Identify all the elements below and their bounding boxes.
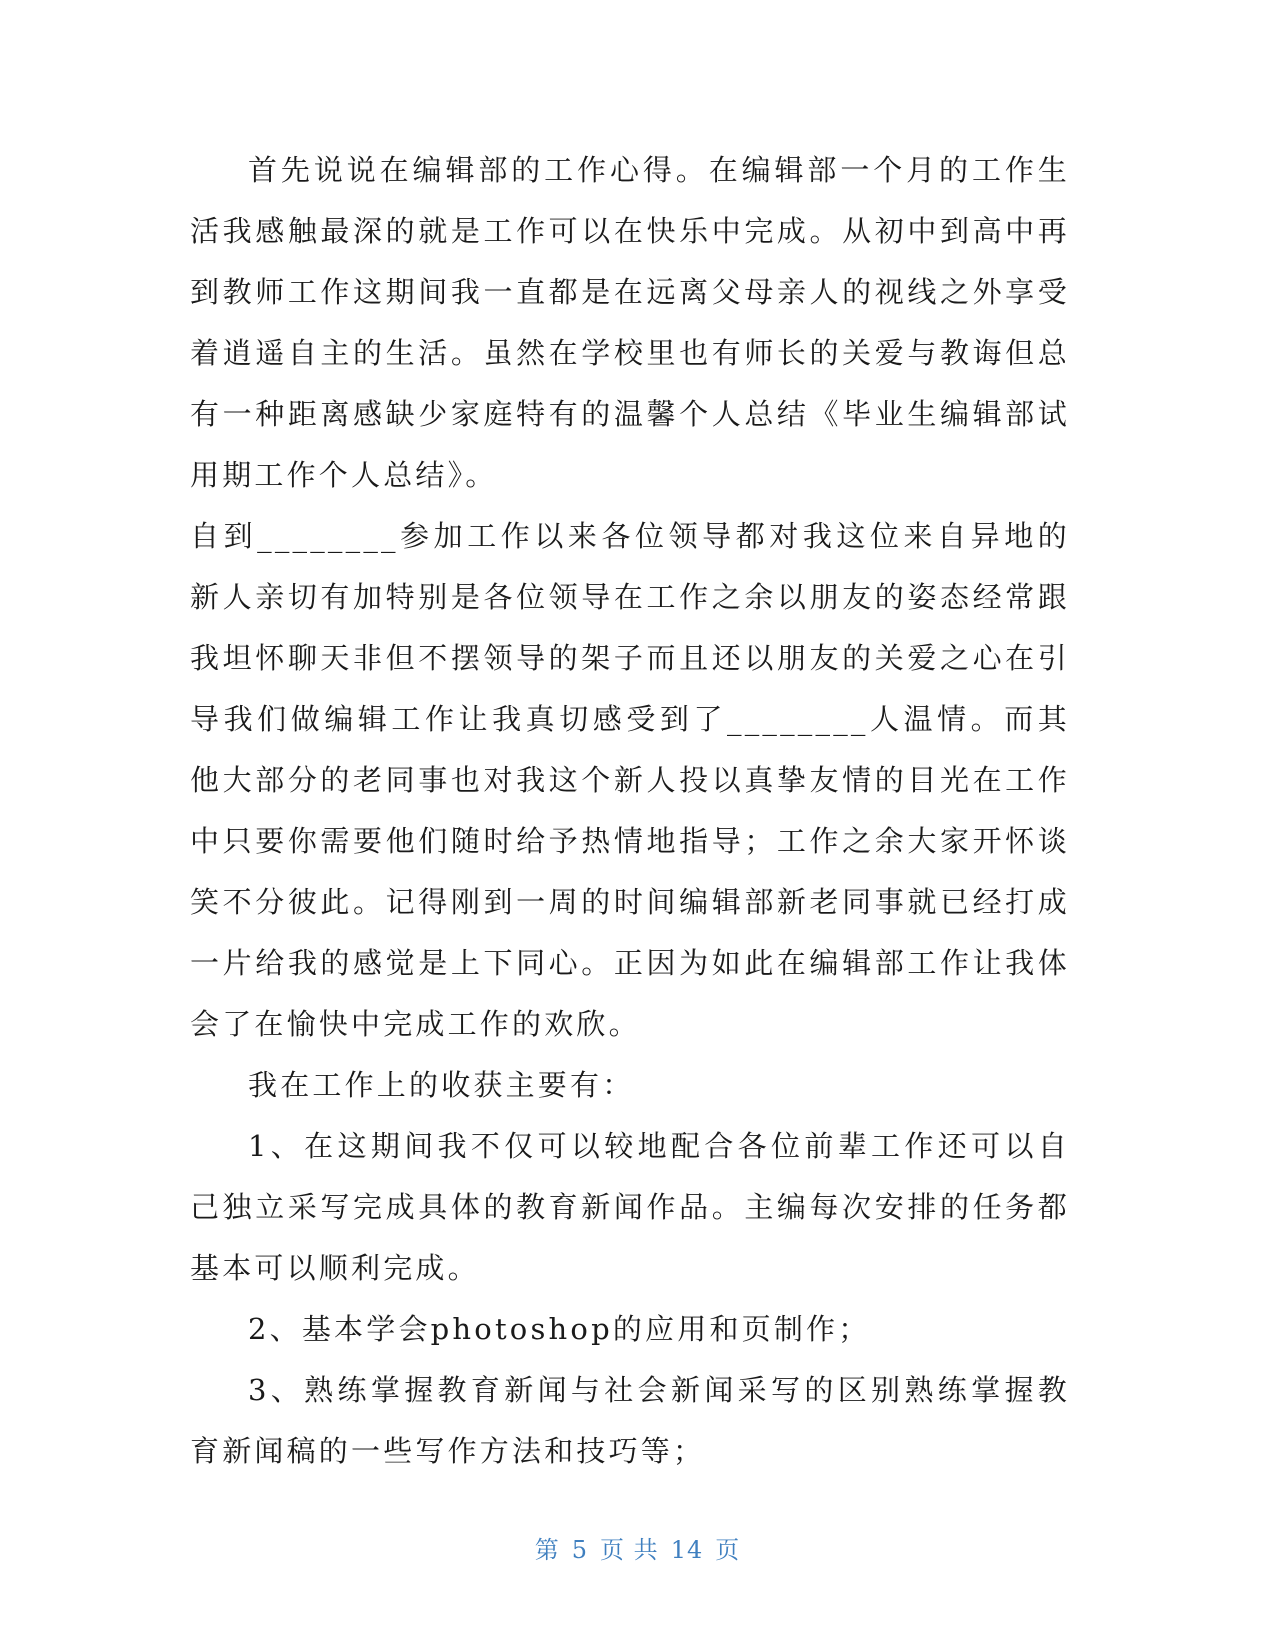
footer-suffix: 页 <box>715 1536 741 1564</box>
list-item-1: 1、在这期间我不仅可以较地配合各位前辈工作还可以自己独立采写完成具体的教育新闻作品。主编每次安排的任务都基本可以顺利完成。 <box>190 1129 1070 1285</box>
paragraph-gains-heading: 我在工作上的收获主要有： <box>248 1068 635 1102</box>
paragraph-work-experience: 首先说说在编辑部的工作心得。在编辑部一个月的工作生活我感触最深的就是工作可以在快乐中完成。从初中到高中再到教师工作这期间我一直都是在远离父母亲人的视线之外享受着逍遥自主的生活。虽然在学校里也有师长的关爱与教诲但总有一种距离感缺少家庭特有的温馨个人总结《毕业生编辑部试用期工作个人总结》。 <box>190 153 1070 492</box>
footer-current-page: 5 <box>571 1536 589 1564</box>
document-body <box>190 140 1070 1482</box>
footer-middle: 页 共 <box>600 1536 659 1564</box>
footer-total-pages: 14 <box>670 1536 704 1564</box>
page-number-footer <box>0 1530 1275 1565</box>
list-item-3: 3、熟练掌握教育新闻与社会新闻采写的区别熟练掌握教育新闻稿的一些写作方法和技巧等； <box>190 1373 1070 1468</box>
footer-prefix: 第 <box>534 1536 560 1564</box>
list-item-2: 2、基本学会photoshop的应用和页制作； <box>248 1312 871 1346</box>
paragraph-colleagues: 自到________参加工作以来各位领导都对我这位来自异地的新人亲切有加特别是各位领导在工作之余以朋友的姿态经常跟我坦怀聊天非但不摆领导的架子而且还以朋友的关爱之心在引导我们做编辑工作让我真切感受到了________人温情。而其他大部分的老同事也对我这个新人投以真挚友情的目光在工作中只要你需要他们随时给予热情地指导；工作之余大家开怀谈笑不分彼此。记得刚到一周的时间编辑部新老同事就已经打成一片给我的感觉是上下同心。正因为如此在编辑部工作让我体会了在愉快中完成工作的欢欣。 <box>190 519 1070 1041</box>
